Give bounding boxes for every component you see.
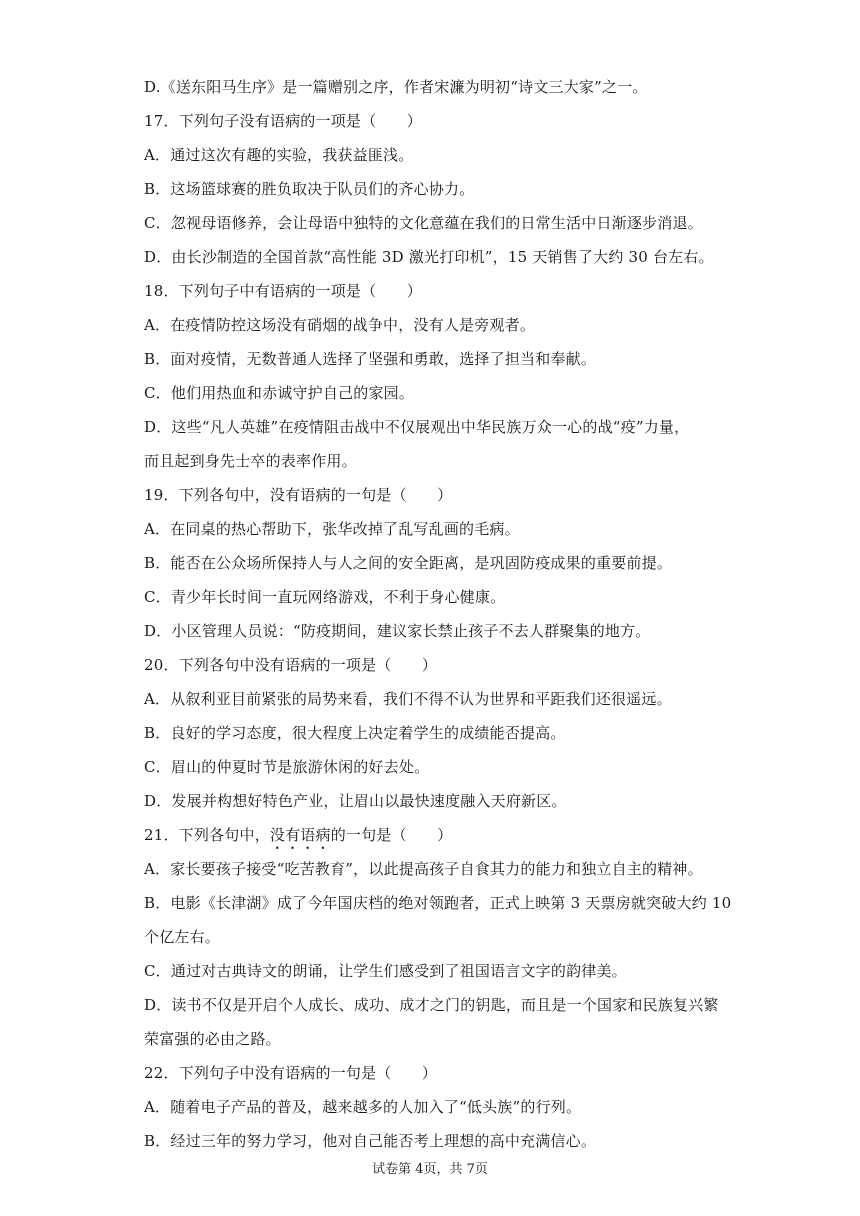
- question-18-stem: 18．下列句子中有语病的一项是（ ）: [144, 282, 422, 300]
- option-continuation: 荣富强的必由之路。: [144, 1030, 281, 1048]
- option-line: D．读书不仅是开启个人成长、成功、成才之门的钥匙，而且是一个国家和民族复兴繁: [144, 996, 719, 1014]
- option-line: A．在同桌的热心帮助下，张华改掉了乱写乱画的毛病。: [144, 520, 520, 538]
- option-line: B．面对疫情，无数普通人选择了坚强和勇敢，选择了担当和奉献。: [144, 350, 597, 368]
- option-line: A．通过这次有趣的实验，我获益匪浅。: [144, 146, 414, 164]
- text-line: D.《送东阳马生序》是一篇赠别之序，作者宋濂为明初“诗文三大家”之一。: [144, 78, 648, 96]
- page-footer: 试卷第 4页，共 7页: [372, 1162, 488, 1177]
- option-line: B．能否在公众场所保持人与人之间的安全距离，是巩固防疫成果的重要前提。: [144, 554, 673, 572]
- option-line: C．他们用热血和赤诚守护自己的家园。: [144, 384, 415, 402]
- option-line: D．由长沙制造的全国首款“高性能 3D 激光打印机”，15 天销售了大约 30 台左右。: [144, 248, 714, 266]
- option-line: A．随着电子产品的普及，越来越多的人加入了“低头族”的行列。: [144, 1098, 582, 1116]
- option-line: B．经过三年的努力学习，他对自己能否考上理想的高中充满信心。: [144, 1132, 597, 1150]
- option-line: C．眉山的仲夏时节是旅游休闲的好去处。: [144, 758, 430, 776]
- option-line: C．忽视母语修养，会让母语中独特的文化意蕴在我们的日常生活中日渐逐步消退。: [144, 214, 703, 232]
- question-20-stem: 20．下列各句中没有语病的一项是（ ）: [144, 656, 438, 674]
- question-19-stem: 19．下列各句中，没有语病的一句是（ ）: [144, 486, 453, 504]
- option-line: C．青少年长时间一直玩网络游戏，不利于身心健康。: [144, 588, 506, 606]
- option-line: B．这场篮球赛的胜负取决于队员们的齐心协力。: [144, 180, 475, 198]
- option-line: B．良好的学习态度，很大程度上决定着学生的成绩能否提高。: [144, 724, 566, 742]
- question-17-stem: 17．下列句子没有语病的一项是（ ）: [144, 112, 422, 130]
- option-line: A．家长要孩子接受“吃苦教育”，以此提高孩子自食其力的能力和独立自主的精神。: [144, 860, 703, 878]
- option-line: D．这些“凡人英雄”在疫情阻击战中不仅展观出中华民族万众一心的战“疫”力量，: [144, 418, 690, 436]
- option-continuation: 而且起到身先士卒的表率作用。: [144, 452, 357, 470]
- option-line: C．通过对古典诗文的朗诵，让学生们感受到了祖国语言文字的韵律美。: [144, 962, 627, 980]
- option-line: A．从叙利亚目前紧张的局势来看，我们不得不认为世界和平距我们还很遥远。: [144, 690, 672, 708]
- question-22-stem: 22．下列句子中没有语病的一句是（ ）: [144, 1064, 438, 1082]
- question-21-emphasis: 没有语病: [269, 826, 331, 844]
- question-21-suffix: 的一句是（ ）: [330, 826, 453, 844]
- option-line: D．发展并构想好特色产业，让眉山以最快速度融入天府新区。: [144, 792, 567, 810]
- option-line: D．小区管理人员说：“防疫期间，建议家长禁止孩子不去人群聚集的地方。: [144, 622, 651, 640]
- page-content: [144, 70, 732, 1158]
- option-continuation: 个亿左右。: [144, 928, 221, 946]
- option-line: A．在疫情防控这场没有硝烟的战争中，没有人是旁观者。: [144, 316, 536, 334]
- question-21-stem: [144, 818, 724, 852]
- option-line: B．电影《长津湖》成了今年国庆档的绝对领跑者，正式上映第 3 天票房就突破大约 10: [144, 894, 732, 912]
- question-21-prefix: 21．下列各句中，: [144, 826, 270, 844]
